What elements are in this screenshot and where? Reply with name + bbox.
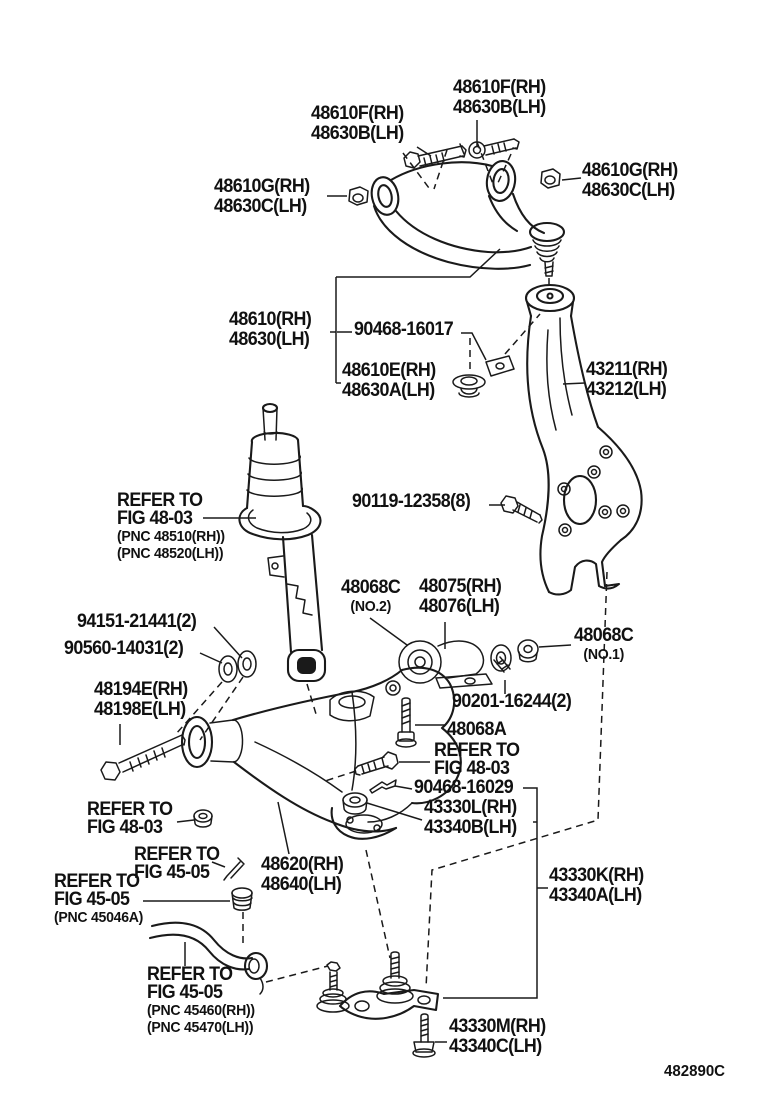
arm-bolt-48194e-drawing [101,735,185,780]
label-arm-bolt-48194e: 48194E(RH) 48198E(LH) [94,679,188,720]
knuckle-bolt-drawing [501,496,542,523]
label-steering-knuckle: 43211(RH) 43212(LH) [586,359,668,400]
lower-control-arm-drawing [182,668,461,839]
clip-90468-drawing [370,780,396,793]
label-ball-joint-43330k: 43330K(RH) 43340A(LH) [549,865,644,906]
camber-plate-drawing [486,356,514,376]
label-refer-fig4505-stab: REFER TO FIG 45-05 (PNC 45046A) [54,871,144,926]
bolt-48068a-drawing [396,698,416,747]
label-48068c-no2: 48068C (NO.2) [341,577,401,615]
washers-drawing [219,651,256,682]
label-grommet-48610e: 48610E(RH) 48630A(LH) [342,360,436,401]
steering-knuckle-drawing [526,285,642,594]
label-washer-94151: 94151-21441(2) [77,611,197,632]
nut-43330l-drawing [343,793,367,814]
label-refer-fig4803-low: REFER TO FIG 48-03 [87,799,173,838]
label-upper-control-arm: 48610(RH) 48630(LH) [229,309,312,350]
mid-bolt-drawing [355,752,398,775]
ball-joint-bolt-drawing [413,1014,435,1057]
nut-fig4803-drawing [194,810,212,827]
label-refer-fig4803-strut: REFER TO FIG 48-03 (PNC 48510(RH)) (PNC 48520(LH)) [117,490,225,562]
label-bolt-48068a: 48068A [447,719,507,740]
upper-control-arm-drawing [368,159,564,276]
label-upper-arm-bolt-front: 48610F(RH) 48630B(LH) [453,77,546,118]
stab-pin-drawing [224,858,244,880]
label-washer-90560: 90560-14031(2) [64,638,184,659]
label-upper-arm-nut-left: 48610G(RH) 48630C(LH) [214,176,310,217]
stab-grommet-drawing [232,888,252,910]
label-nut-43330l: 43330L(RH) 43340B(LH) [424,797,517,838]
lower-ball-joint-drawing [317,952,438,1019]
label-lower-control-arm: 48620(RH) 48640(LH) [261,854,344,895]
label-refer-fig4505-balljoint: REFER TO FIG 45-05 (PNC 45460(RH)) (PNC 45470(LH)) [147,964,255,1036]
grommet-48610e-drawing [453,375,485,397]
label-refer-fig4803-mid: REFER TO FIG 48-03 [434,740,520,779]
bushing-48075-drawing [399,641,510,688]
label-48068c-no1: 48068C (NO.1) [574,625,634,663]
shock-absorber-drawing [239,404,325,681]
washer-nut-no1-drawing [491,640,538,671]
label-upper-arm-nut-right: 48610G(RH) 48630C(LH) [582,160,678,201]
label-clip-90468-16029: 90468-16029 [414,777,514,798]
label-bolt-90119-12358: 90119-12358(8) [352,491,471,512]
label-refer-fig4505-pin: REFER TO FIG 45-05 [134,844,220,883]
label-bolt-90468-16017: 90468-16017 [354,319,454,340]
upper-arm-bolts-drawing [404,139,519,168]
label-bushing-48075: 48075(RH) 48076(LH) [419,576,502,617]
label-upper-arm-bolt-rear: 48610F(RH) 48630B(LH) [311,103,404,144]
diagram-code: 482890C [664,1063,726,1080]
label-bolt-43330m: 43330M(RH) 43340C(LH) [449,1016,546,1057]
label-nut-90201-16244: 90201-16244(2) [452,691,572,712]
